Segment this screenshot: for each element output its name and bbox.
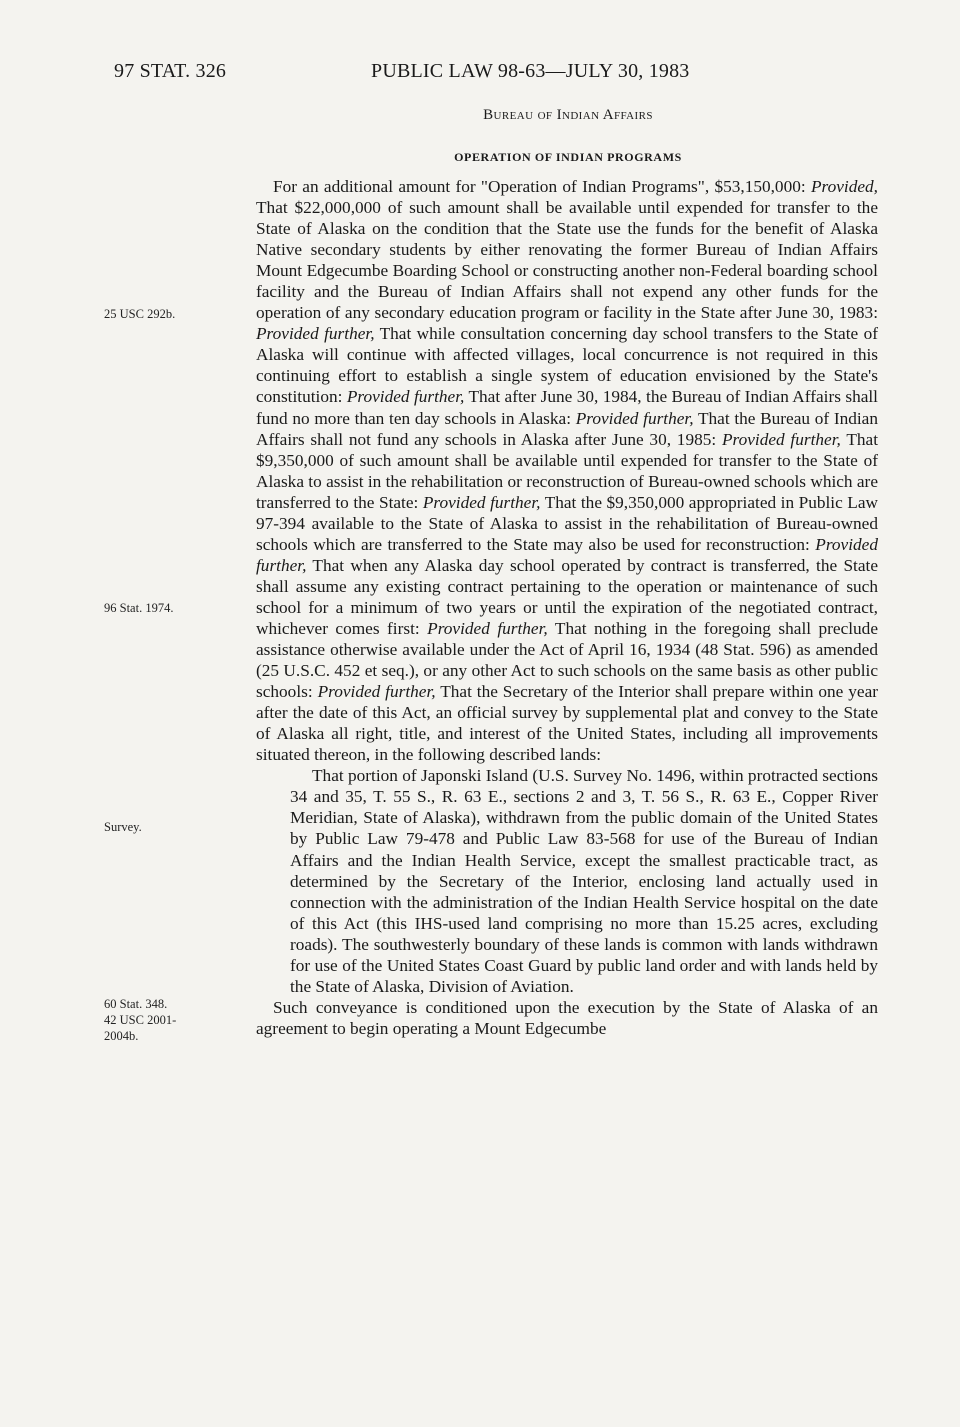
margin-note-usc: 25 USC 292b. bbox=[104, 307, 176, 321]
conveyance-condition-paragraph: Such conveyance is conditioned upon the execution by the State of Alaska of an agreement to begin operating a Mount Edgecumbe bbox=[256, 997, 878, 1038]
margin-note-stat: 96 Stat. 1974. bbox=[104, 601, 174, 615]
statute-page-reference: 97 STAT. 326 bbox=[114, 60, 227, 82]
appropriation-paragraph: For an additional amount for "Operation of Indian Programs", $53,150,000: Provided, That $22,000,000 of such amount shall be available until expended for transfer to the State of Alaska on the condition that the State use the funds for the benefit of Alaska Native secondary students by either renovating the former Bureau of Indian Affairs Mount Edgecumbe Boarding School or constructing another non-Federal boarding school facility and the Bureau of Indian Affairs shall not expend any other funds for the operation of any secondary education program or facility in the State after June 30, 1983: Provided further, That while consultation concerning day school transfers to the State of Alaska will continue with affected villages, local concurrence is not required in this continuing effort to establish a single system of education envisioned by the State's constitution: Provided further, That after June 30, 1984, the Bureau of Indian Affairs shall fund no more than ten day schools in Alaska: Provided further, That the Bureau of Indian Affairs shall not fund any schools in Alaska after June 30, 1985: Provided further, That $9,350,000 of such amount shall be available until expended for transfer to the State of Alaska to assist in the rehabilitation or reconstruction of Bureau-owned schools which are transferred to the State: Provided further, That the $9,350,000 appropriated in Public Law 97-394 available to the State of Alaska to assist in the rehabilitation of Bureau-owned schools which are transferred to the State may also be used for reconstruction: Provided further, That when any Alaska day school operated by contract is transferred, the State shall assume any existing contract pertaining to the operation or maintenance of such school for a minimum of two years or until the expiration of the negotiated contract, whichever comes first: Provided further, That nothing in the foregoing shall preclude assistance otherwise available under the Act of April 16, 1934 (48 Stat. 596) as amended (25 U.S.C. 452 et seq.), or any other Act to such schools on the same basis as other public schools: Provided further, That the Secretary of the Interior shall prepare within one year after the date of this Act, an official survey by supplemental plat and convey to the State of Alaska all right, title, and interest of the United States, including all improvements situated thereon, in the following described lands: bbox=[256, 177, 879, 765]
margin-note-usc-2001: 42 USC 2001- bbox=[104, 1013, 177, 1027]
margin-note-stat-348: 60 Stat. 348. bbox=[104, 997, 168, 1011]
section-subheading: OPERATION OF INDIAN PROGRAMS bbox=[454, 150, 682, 164]
margin-note-survey: Survey. bbox=[104, 820, 142, 834]
land-description-paragraph: That portion of Japonski Island (U.S. Survey No. 1496, within protracted sections 34 and 35, T. 55 S., R. 63 E., sections 2 and 3, T. 56 S., R. 63 E., Copper River Meridian, State of Alaska), withdrawn from the public domain of the United States by Public Law 79-478 and Public Law 83-568 for use of the Bureau of Indian Affairs and the Indian Health Service, except the smallest practicable tract, as determined by the Secretary of the Interior, enclosing land actually used in connection with the administration of the Indian Health Service hospital on the date of this Act (this IHS-used land comprising no more than 15.25 acres, excluding roads). The southwesterly boundary of these lands is common with lands withdrawn for use of the United States Coast Guard by public land order and with lands held by the State of Alaska, Division of Aviation. bbox=[290, 766, 878, 996]
margin-note-2004b: 2004b. bbox=[104, 1029, 139, 1043]
statute-body bbox=[256, 176, 878, 1039]
law-title: PUBLIC LAW 98-63—JULY 30, 1983 bbox=[371, 60, 690, 82]
section-heading: Bureau of Indian Affairs bbox=[483, 107, 653, 123]
